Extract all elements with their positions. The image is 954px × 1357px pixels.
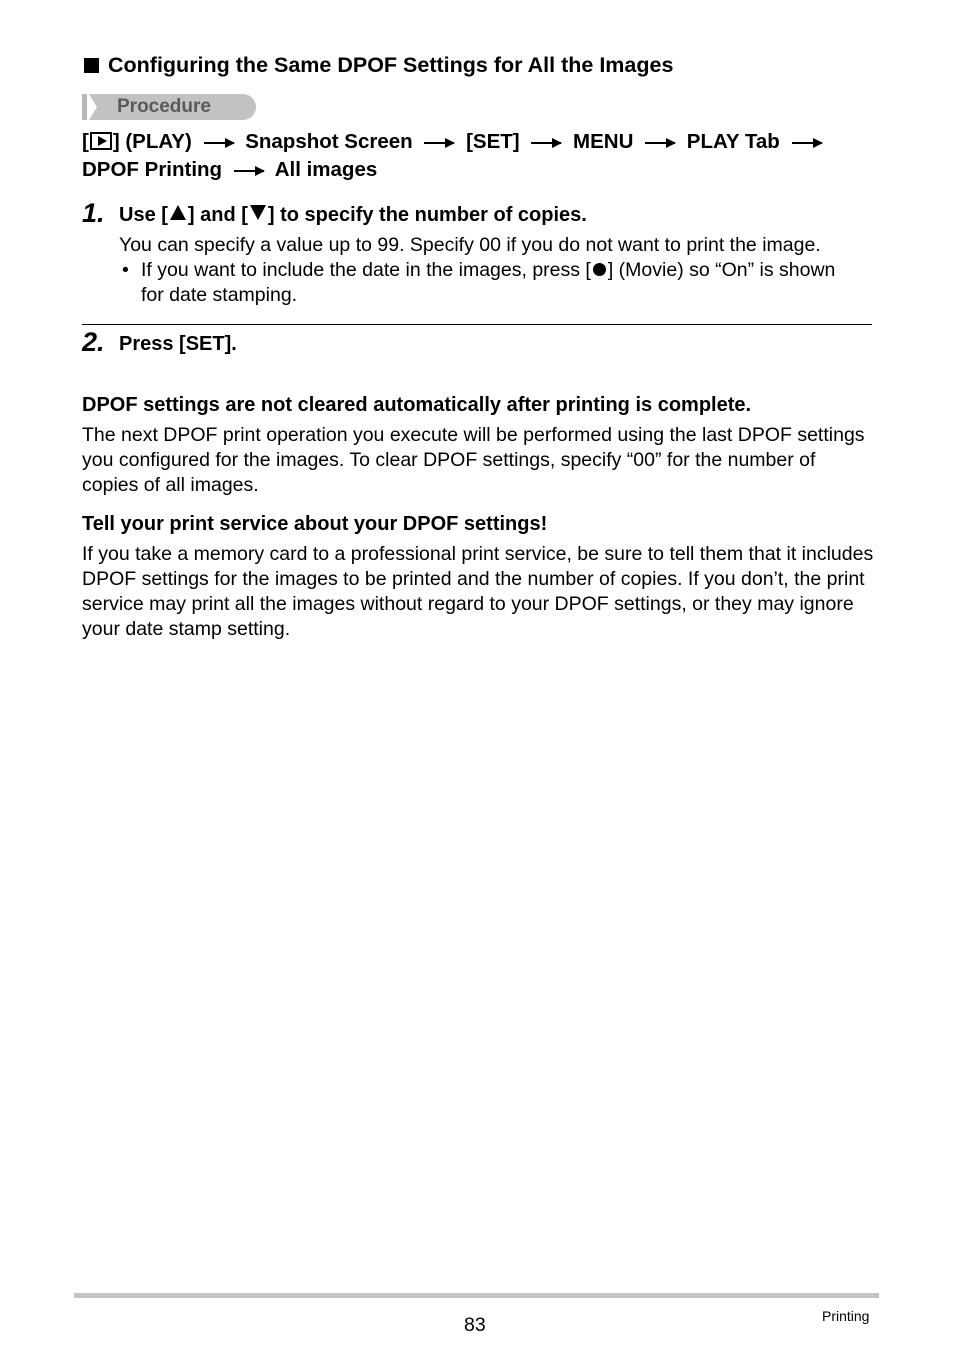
step-1-body: You can specify a value up to 99. Specify 00 if you do not want to print the image. — [119, 234, 821, 256]
note-1-heading: DPOF settings are not cleared automatically after printing is complete. — [82, 394, 752, 416]
play-icon — [90, 132, 112, 150]
step-1-bullet-marker: • — [122, 259, 129, 281]
procedure-tab — [82, 94, 256, 120]
path-item: DPOF Printing — [82, 158, 223, 181]
square-bullet-icon — [84, 58, 99, 73]
section-title-text: Configuring the Same DPOF Settings for All the Images — [108, 53, 674, 77]
arrow-right-icon — [424, 142, 454, 144]
path-item: MENU — [573, 130, 634, 153]
step-1-bullet-text — [141, 258, 841, 308]
page-number: 83 — [464, 1314, 486, 1336]
path-item: PLAY Tab — [686, 130, 780, 153]
section-title — [82, 53, 673, 78]
path-play-close: ] (PLAY) — [112, 130, 192, 153]
up-triangle-icon — [170, 205, 186, 220]
footer-bar — [74, 1293, 879, 1298]
arrow-right-icon — [204, 142, 234, 144]
step-1-title — [119, 204, 587, 227]
note-1-body: The next DPOF print operation you execute will be performed using the last DPOF settings you configured for the images. To clear DPOF settings, specify “00” for the number of copies of all images. — [82, 424, 865, 496]
step-1-number: 1. — [82, 198, 105, 228]
step-1-title-part: ] to specify the number of copies. — [267, 204, 587, 226]
procedure-label: Procedure — [117, 96, 211, 117]
procedure-tab-stripe — [82, 94, 87, 120]
arrow-right-icon — [531, 142, 561, 144]
path-item: Snapshot Screen — [245, 130, 413, 153]
step-1-bullet-part: ] (Movie) so “On” is shown for date stamping. — [141, 259, 836, 306]
step-1-title-part: ] and [ — [187, 204, 248, 226]
step-1-title-part: Use [ — [119, 204, 168, 226]
arrow-right-icon — [234, 170, 264, 172]
step-2-title: Press [SET]. — [119, 333, 237, 355]
step-divider — [82, 324, 872, 325]
arrow-right-icon — [645, 142, 675, 144]
menu-path — [82, 128, 882, 184]
arrow-right-icon — [792, 142, 822, 144]
procedure-tab-pill — [89, 94, 256, 120]
path-item: All images — [274, 158, 378, 181]
note-2-heading: Tell your print service about your DPOF settings! — [82, 513, 548, 535]
procedure-tab-notch — [89, 94, 97, 120]
note-2-body: If you take a memory card to a professional print service, be sure to tell them that it includes DPOF settings for the images to be printed and the number of copies. If you don’t, the print service may print all the images without regard to your DPOF settings, or they may ignore your date stamp setting. — [82, 543, 874, 640]
footer-section-name: Printing — [822, 1308, 870, 1324]
path-play-open: [ — [82, 130, 89, 153]
step-2-number: 2. — [82, 327, 105, 357]
down-triangle-icon — [250, 205, 266, 220]
step-1-bullet-part: If you want to include the date in the images, press [ — [141, 259, 591, 281]
movie-dot-icon — [593, 263, 606, 276]
path-item: [SET] — [466, 130, 520, 153]
